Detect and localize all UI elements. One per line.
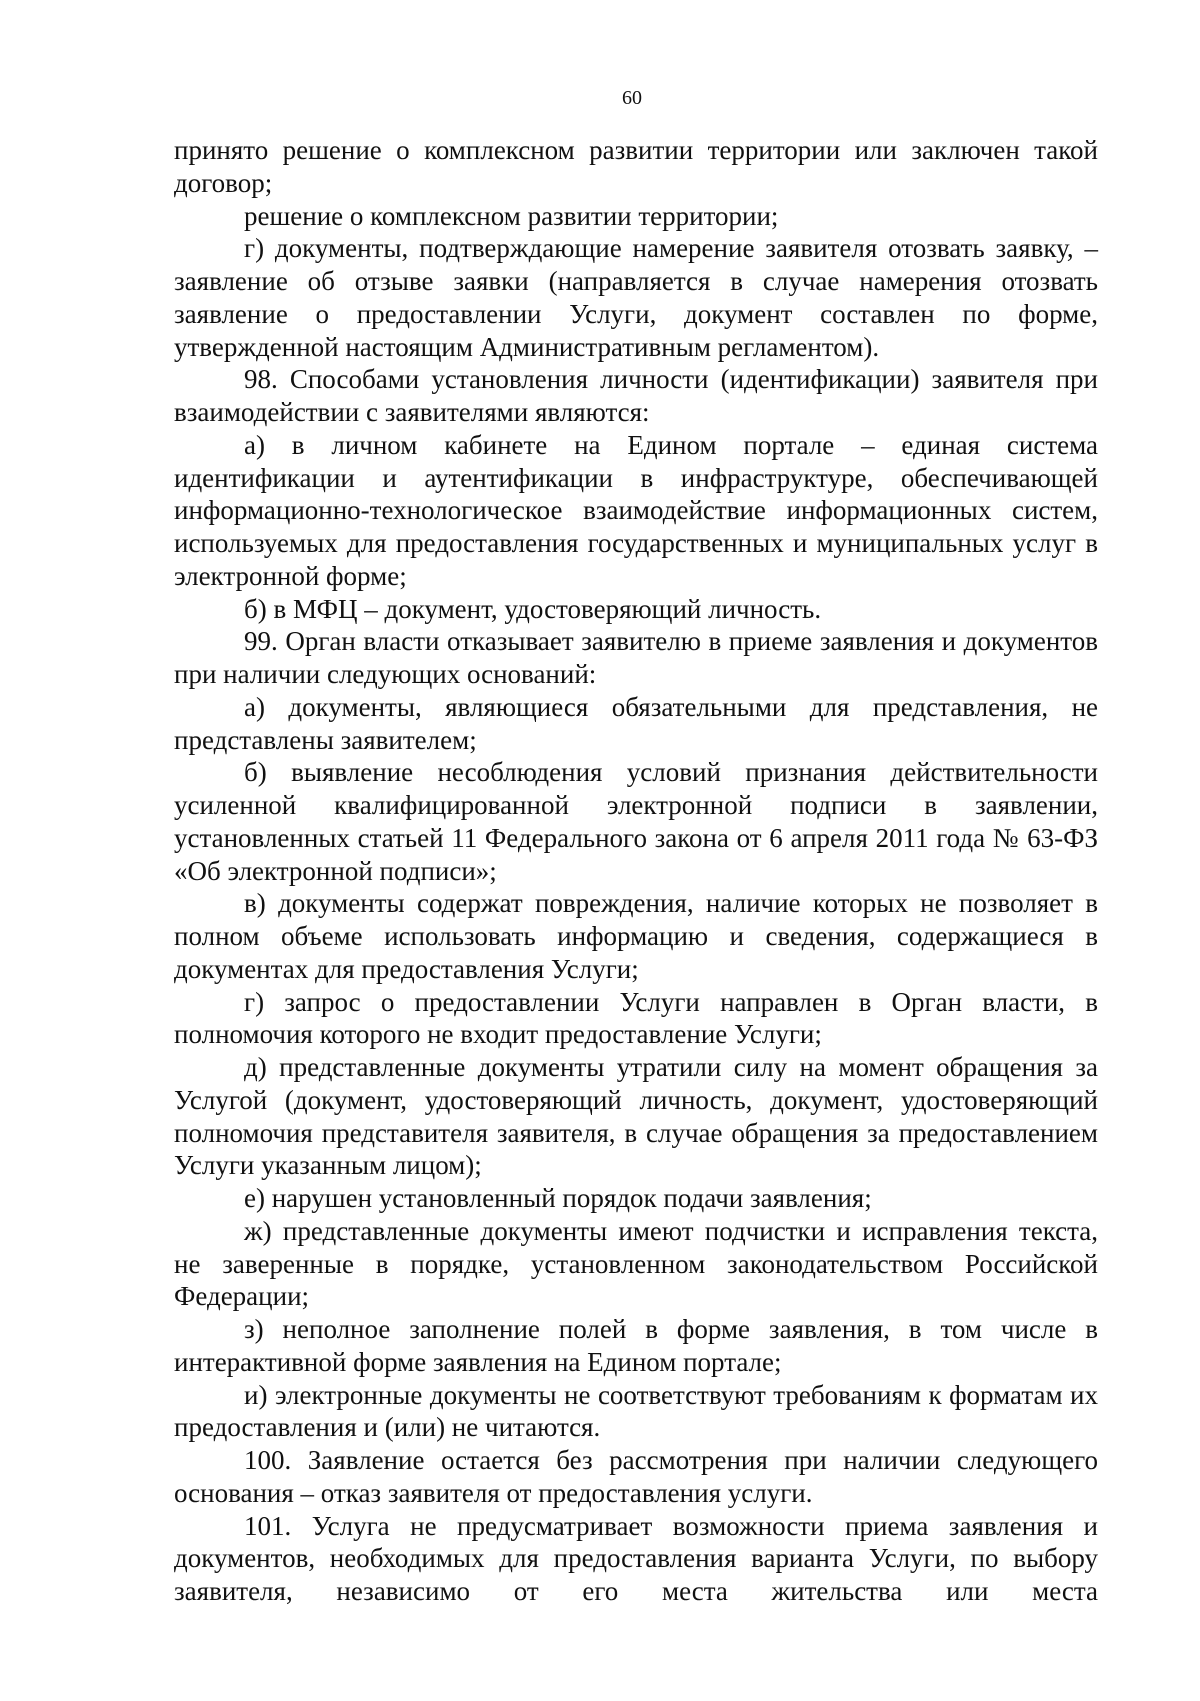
paragraph: 100. Заявление остается без рассмотрения при наличии следующего основания – отказ заявителя от предоставления услуги.: [174, 1445, 1098, 1508]
paragraph: е) нарушен установленный порядок подачи заявления;: [244, 1183, 872, 1213]
paragraph: решение о комплексном развитии территории;: [244, 200, 779, 231]
paragraph: ж) представленные документы имеют подчистки и исправления текста, не заверенные в порядке, установленном законодательством Российской Федерации;: [174, 1215, 1098, 1312]
paragraph: принято решение о комплексном развитии территории или заключен такой договор;: [174, 135, 1098, 198]
paragraph: д) представленные документы утратили силу на момент обращения за Услугой (документ, удостоверяющий личность, документ, удостоверяющий полномочия представителя заявителя, в случае обращения за предоставлением Услуги указанным лицом);: [174, 1052, 1098, 1181]
paragraph: 98. Способами установления личности (идентификации) заявителя при взаимодействии с заявителями являются:: [174, 364, 1098, 427]
paragraph: з) неполное заполнение полей в форме заявления, в том числе в интерактивной форме заявления на Едином портале;: [174, 1314, 1098, 1377]
paragraph: г) запрос о предоставлении Услуги направлен в Орган власти, в полномочия которого не входит предоставление Услуги;: [174, 986, 1098, 1050]
paragraph: 101. Услуга не предусматривает возможности приема заявления и документов, необходимых для предоставления варианта Услуги, по выбору заявителя, независимо от его места жительства или места: [174, 1510, 1098, 1606]
page-number: 60: [622, 87, 642, 109]
paragraph: а) документы, являющиеся обязательными для представления, не представлены заявителем;: [174, 691, 1098, 755]
paragraph: и) электронные документы не соответствуют требованиям к форматам их предоставления и (или) не читаются.: [174, 1379, 1098, 1443]
document-body: [174, 134, 1098, 1608]
paragraph: г) документы, подтверждающие намерение заявителя отозвать заявку, – заявление об отзыве заявки (направляется в случае намерения отозвать заявление о предоставлении Услуги, документ составлен по форме, утвержденной настоящим Административным регламентом).: [174, 233, 1098, 362]
paragraph: а) в личном кабинете на Едином портале – единая система идентификации и аутентификации в инфраструктуре, обеспечивающей информационно-технологическое взаимодействие информационных систем, используемых для предоставления государственных и муниципальных услуг в электронной форме;: [174, 429, 1098, 591]
paragraph: 99. Орган власти отказывает заявителю в приеме заявления и документов при наличии следующих оснований:: [174, 626, 1098, 689]
paragraph: б) выявление несоблюдения условий признания действительности усиленной квалифицированной электронной подписи в заявлении, установленных статьей 11 Федерального закона от 6 апреля 2011 года № 63-ФЗ «Об электронной подписи»;: [174, 757, 1098, 886]
paragraph: б) в МФЦ – документ, удостоверяющий личность.: [244, 593, 822, 624]
paragraph: в) документы содержат повреждения, наличие которых не позволяет в полном объеме использовать информацию и сведения, содержащиеся в документах для предоставления Услуги;: [174, 888, 1098, 984]
